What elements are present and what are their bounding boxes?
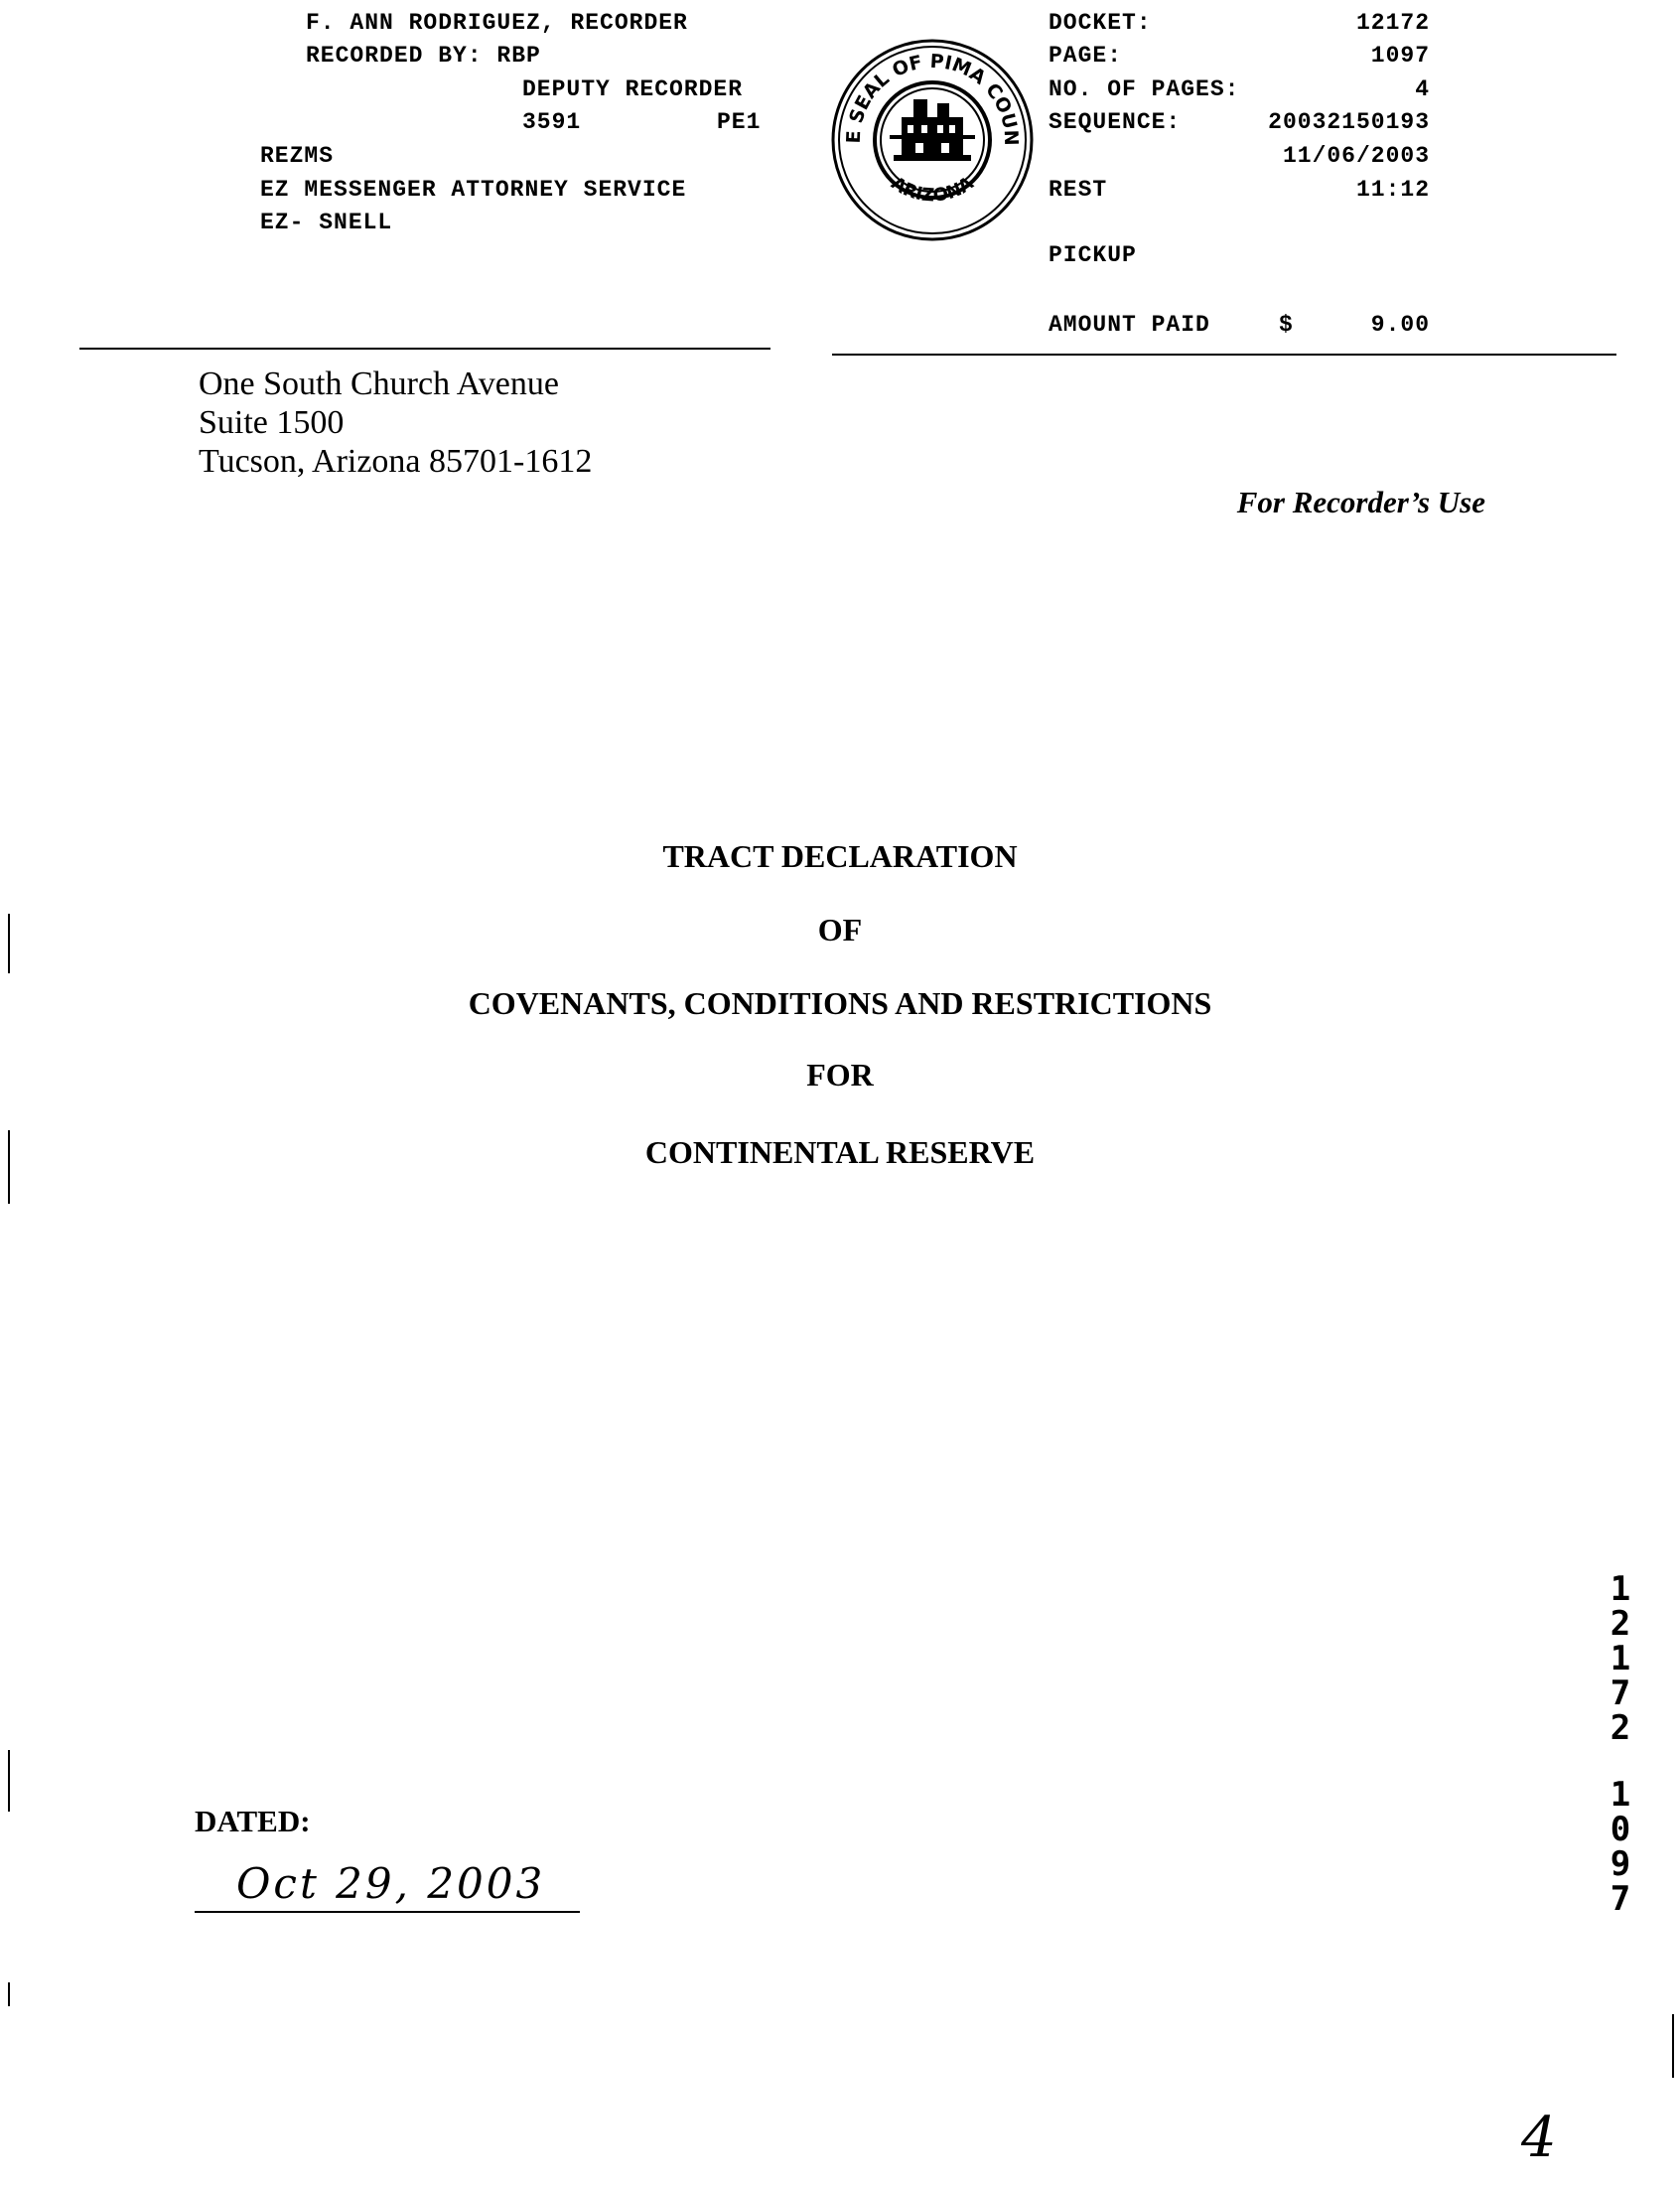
scan-mark	[8, 1750, 10, 1812]
doc-title-line-4: FOR	[806, 1057, 874, 1093]
seal-top-text: E SEAL OF PIMA COUN	[842, 50, 1023, 146]
header-divider-left	[79, 348, 770, 350]
page-label: PAGE:	[1049, 43, 1123, 69]
side-stamp-digit: 2	[1610, 1604, 1631, 1644]
amount-paid-value: 9.00	[1370, 312, 1430, 338]
recording-time: 11:12	[1355, 177, 1430, 203]
amount-paid-label: AMOUNT PAID	[1049, 312, 1210, 338]
side-stamp-digit: 1	[1610, 1569, 1631, 1609]
dated-signature-line	[195, 1911, 580, 1913]
side-stamp-digit: 7	[1610, 1674, 1631, 1713]
doc-title-line-3: COVENANTS, CONDITIONS AND RESTRICTIONS	[468, 985, 1212, 1021]
messenger-name: EZ- SNELL	[260, 210, 393, 235]
scan-mark	[8, 1130, 10, 1204]
scan-mark	[1672, 2014, 1674, 2078]
address-line-2: Suite 1500	[199, 404, 345, 441]
dated-handwritten-date: Oct 29, 2003	[236, 1859, 546, 1908]
side-stamp-digit: 7	[1610, 1879, 1631, 1919]
docket-label: DOCKET:	[1049, 10, 1152, 36]
pickup-label: PICKUP	[1049, 242, 1137, 268]
recorded-by: RECORDED BY: RBP	[306, 43, 541, 69]
recorder-name: F. ANN RODRIGUEZ, RECORDER	[306, 10, 688, 36]
amount-currency: $	[1279, 312, 1294, 338]
recorder-code-number: 3591	[522, 109, 582, 135]
pages-count-label: NO. OF PAGES:	[1049, 76, 1240, 102]
doc-title-line-5: CONTINENTAL RESERVE	[644, 1134, 1036, 1170]
doc-title-line-2: OF	[817, 912, 863, 948]
deputy-recorder: DEPUTY RECORDER	[522, 76, 744, 102]
recorders-use-label: For Recorder’s Use	[1236, 485, 1485, 519]
rezms-code: REZMS	[260, 143, 335, 169]
address-line-3: Tucson, Arizona 85701-1612	[199, 443, 593, 480]
side-stamp-digit: 1	[1610, 1639, 1631, 1678]
county-seal	[830, 38, 1035, 242]
page-value: 1097	[1370, 43, 1430, 69]
dated-label: DATED:	[195, 1804, 311, 1838]
rest-label: REST	[1049, 177, 1108, 203]
seal-bottom-text: ARIZONA	[887, 172, 978, 207]
scan-mark	[8, 914, 10, 973]
docket-value: 12172	[1355, 10, 1430, 36]
recorder-code-pe: PE1	[717, 109, 762, 135]
side-stamp-digit: 2	[1610, 1708, 1631, 1748]
side-stamp-digit: 0	[1610, 1810, 1631, 1849]
pages-count-value: 4	[1415, 76, 1430, 102]
address-line-1: One South Church Avenue	[199, 365, 559, 402]
side-stamp-digit: 9	[1610, 1844, 1631, 1884]
seal-emblem-icon	[830, 38, 1035, 242]
messenger-service: EZ MESSENGER ATTORNEY SERVICE	[260, 177, 687, 203]
recording-date: 11/06/2003	[1282, 143, 1430, 169]
sequence-value: 20032150193	[1268, 109, 1430, 135]
side-stamp-digit: 1	[1610, 1775, 1631, 1815]
header-divider-right	[832, 354, 1616, 356]
scan-mark	[8, 1982, 10, 2006]
page-number-mark: 4	[1521, 2106, 1557, 2170]
sequence-label: SEQUENCE:	[1049, 109, 1182, 135]
doc-title-line-1: TRACT DECLARATION	[662, 838, 1018, 874]
